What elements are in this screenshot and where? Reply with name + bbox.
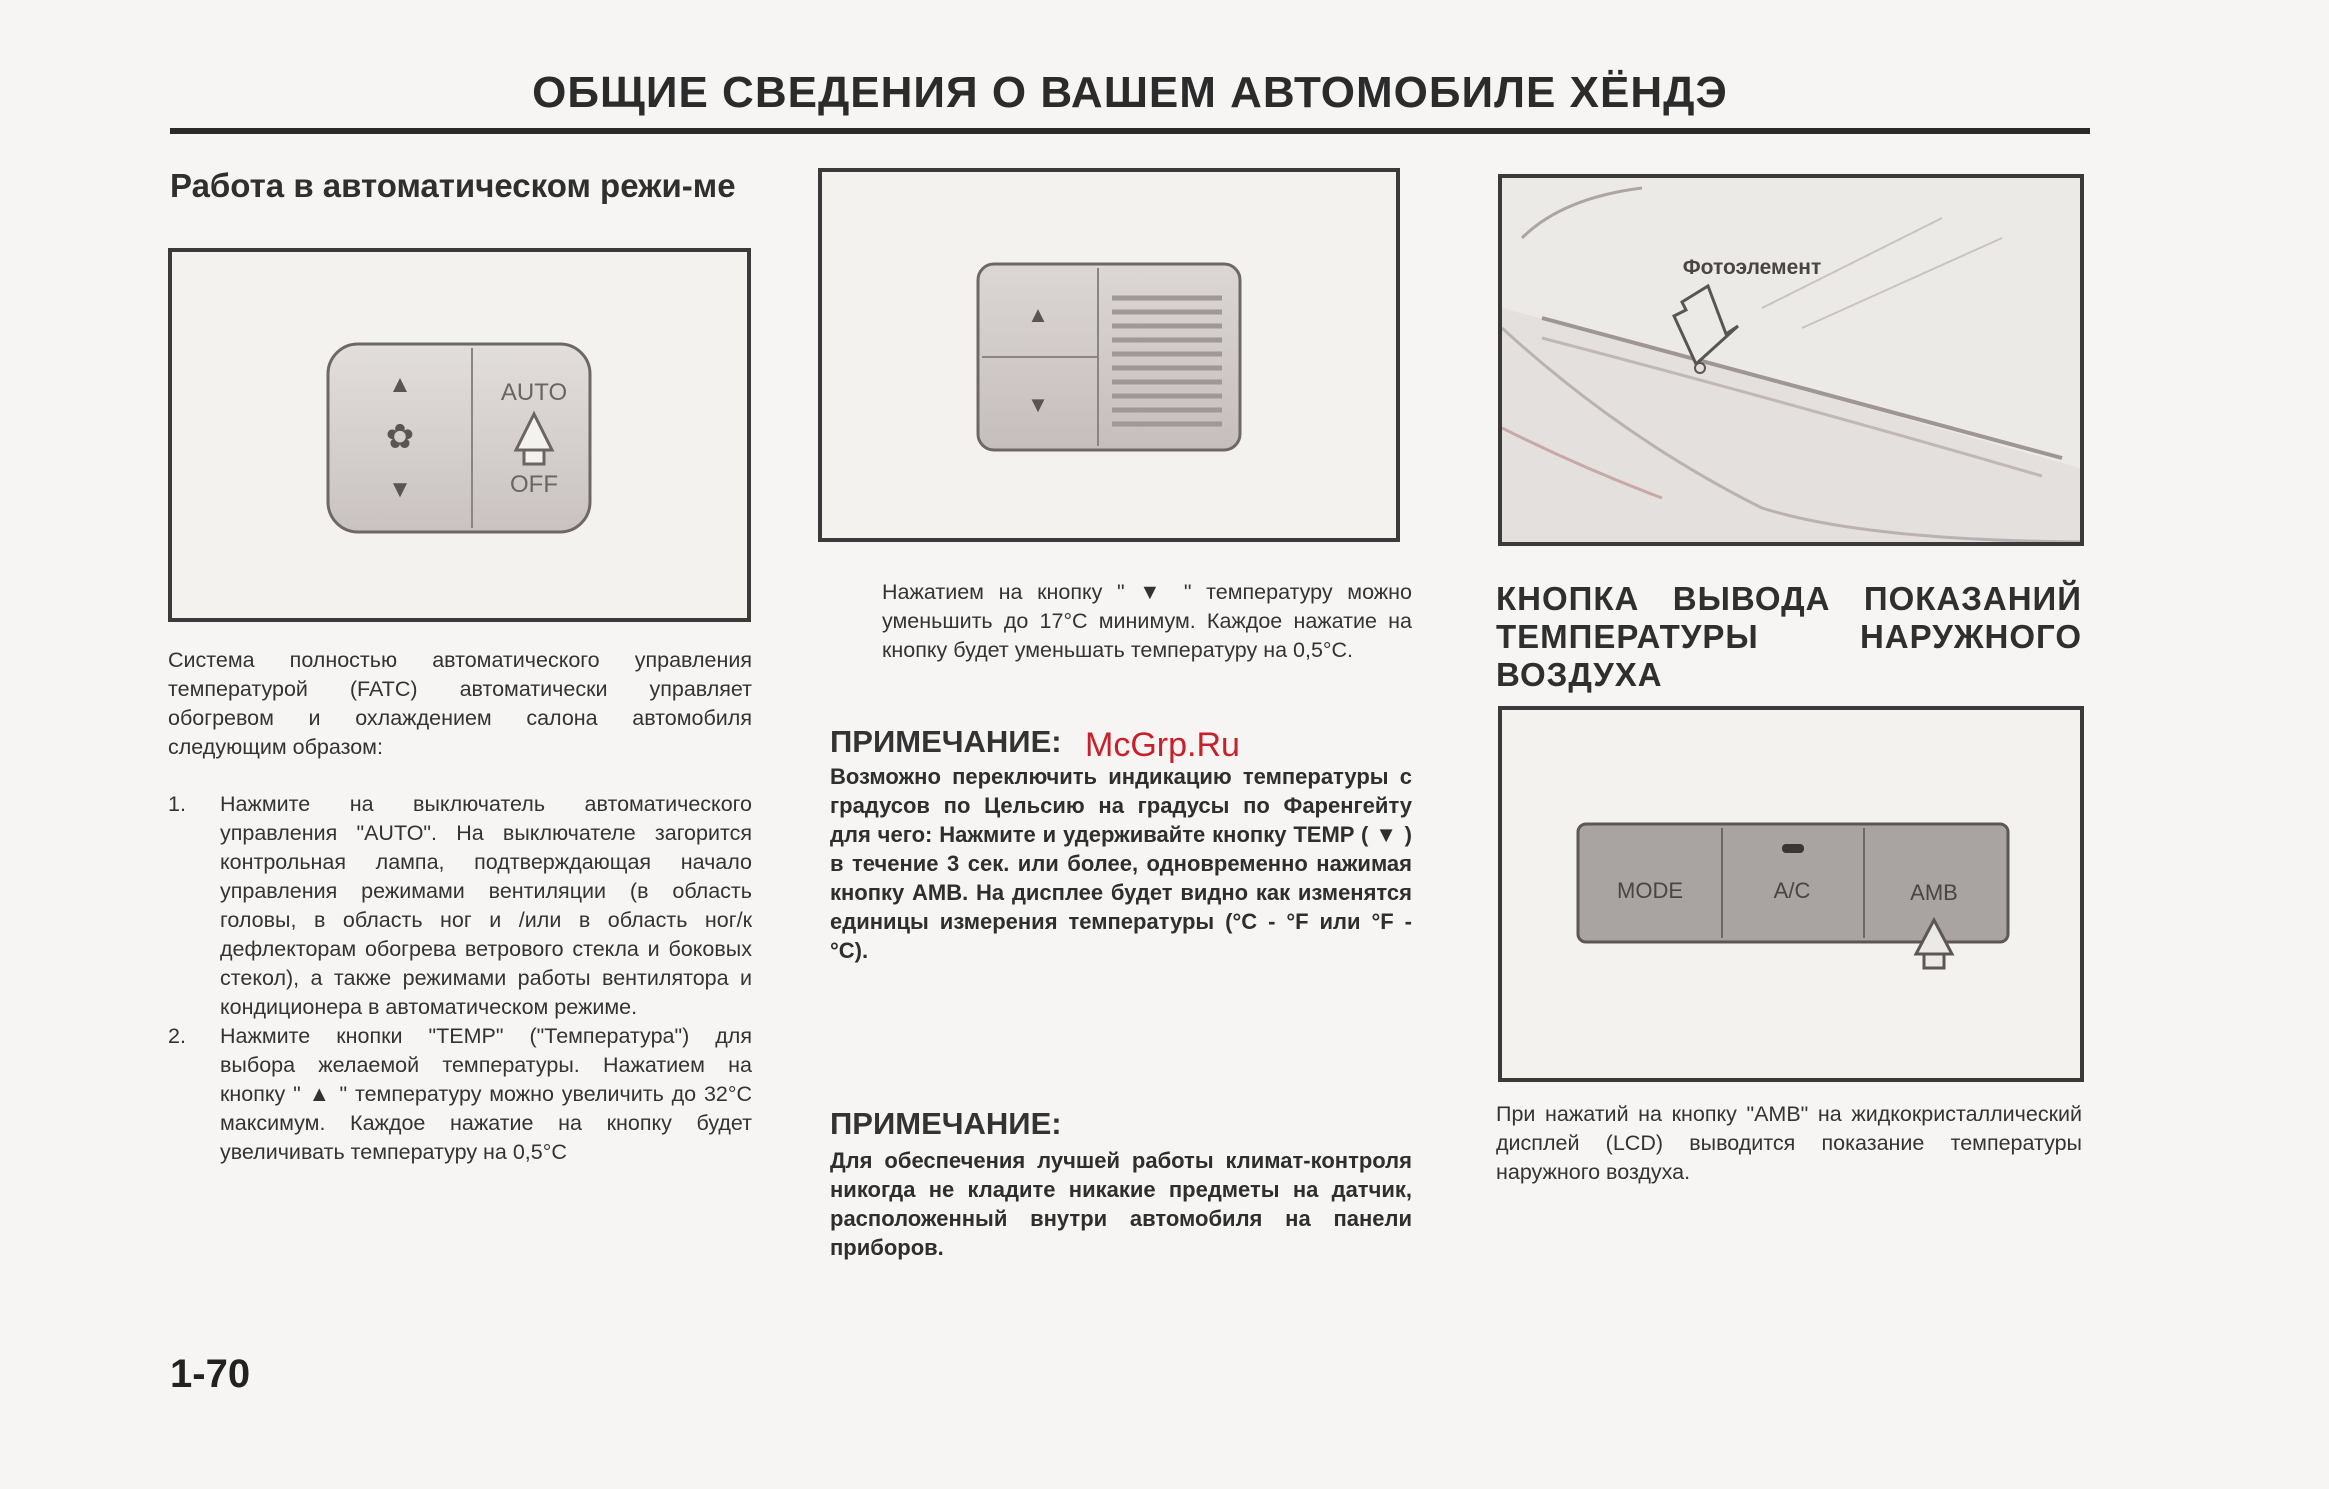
page-title: ОБЩИЕ СВЕДЕНИЯ О ВАШЕМ АВТОМОБИЛЕ ХЁНДЭ <box>532 68 1728 117</box>
note-text: Возможно переключить индикацию температуры с градусов по Цельсию на градусы по Фаренгейту для чего: Нажмите и удерживайте кнопку TEMP ( ▼ ) в течение 3 сек. или более, одновременно нажимая кнопку AMB. На дисплее будет видно как изменятся единицы измерения температуры (°C - °F или °F - °C). <box>830 764 1412 963</box>
sensor-figure <box>1498 174 2084 546</box>
down-arrow-icon: ▼ <box>388 476 412 503</box>
ac-button-label: A/C <box>1773 878 1811 903</box>
sensor-label: Фотоэлемент <box>1682 256 1822 279</box>
note-text: Для обеспечения лучшей работы климат-контроля никогда не кладите никакие предметы на датчик, расположенный внутри автомобиля на панели приборов. <box>830 1148 1412 1260</box>
page-number: 1-70 <box>170 1352 251 1396</box>
temp-button-illustration <box>822 172 1396 538</box>
step-number: 1. <box>168 792 186 816</box>
amb-button-label: AMB <box>1910 880 1958 905</box>
list-item <box>168 790 752 1022</box>
section-heading-amb: КНОПКА ВЫВОДА ПОКАЗАНИЙ ТЕМПЕРАТУРЫ НАРУЖНОГО ВОЗДУХА <box>1496 580 2082 693</box>
step-text: Нажмите кнопки "TEMP" ("Температура") для выбора желаемой температуры. Нажатием на кнопку " ▲ " температуру можно увеличить до 32°C максимум. Каждое нажатие на кнопку будет увеличивать температуру на 0,5°C <box>220 1024 752 1164</box>
list-item <box>168 1022 752 1167</box>
note-heading: ПРИМЕЧАНИЕ: <box>830 724 1062 759</box>
control-panel-illustration <box>1502 710 2080 1078</box>
step-number: 2. <box>168 1024 186 1048</box>
auto-control-figure <box>168 248 751 622</box>
up-arrow-icon: ▲ <box>388 371 412 398</box>
note-heading: ПРИМЕЧАНИЕ: <box>830 1106 1062 1141</box>
off-label: OFF <box>510 471 558 498</box>
dashboard-sensor-illustration <box>1502 178 2080 542</box>
temp-decrease-paragraph: Нажатием на кнопку " ▼ " температуру можно уменьшить до 17°C минимум. Каждое нажатие на кнопку будет уменьшать температуру на 0,5°C. <box>882 580 1412 662</box>
section-heading-auto-mode: Работа в автоматическом режи-ме <box>170 167 736 204</box>
temp-up-icon: ▲ <box>1027 302 1049 327</box>
header-rule <box>170 128 2090 134</box>
switch-body <box>328 344 590 532</box>
amb-panel-figure <box>1498 706 2084 1082</box>
temp-buttons-figure <box>818 168 1400 542</box>
watermark: McGrp.Ru <box>1085 726 1240 764</box>
steps-list <box>168 790 752 1167</box>
step-text: Нажмите на выключатель автоматического управления "AUTO". На выключателе загорится контрольная лампа, подтверждающая начало управления режимами вентиляции (в область головы, в область ног и /или в область ног/к дефлекторам обогрева ветрового стекла и боковых стекол), а также режимами работы вентилятора и кондиционера в автоматическом режиме. <box>220 792 752 1019</box>
ac-indicator-lamp <box>1782 844 1804 853</box>
intro-paragraph: Система полностью автоматического управления температурой (FATC) автоматически управляет обогревом и охлаждением салона автомобиля следующим образом: <box>168 648 752 759</box>
fan-icon: ✿ <box>385 418 415 456</box>
auto-switch-illustration <box>172 252 747 618</box>
auto-label: AUTO <box>500 379 568 406</box>
temp-down-icon: ▼ <box>1027 392 1049 417</box>
amb-paragraph: При нажатий на кнопку "AMB" на жидкокристаллический дисплей (LCD) выводится показание температуры наружного воздуха. <box>1496 1102 2082 1184</box>
mode-button-label: MODE <box>1617 878 1683 903</box>
